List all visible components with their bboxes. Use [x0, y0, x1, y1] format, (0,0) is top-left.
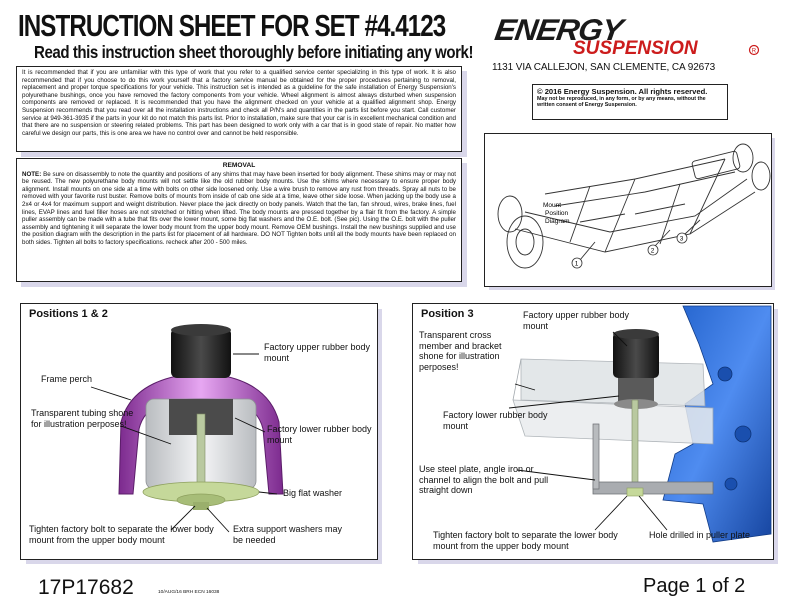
intro-text: It is recommended that if you are unfamiliar with this type of work that you refer to a qualified service center specializing in this type of work. It is also recommended that if you choose to do this work yourself that a factory service manual be obtained for the proper procedures pertaining to removal, replacement and proper torque specifications for your vehicle. This instruction set is intended as a guideline for the safe installation of Energy Suspension's polyurethane bushings, once you have removed the factory components from your vehicle. Wheel alignment is almost always disturbed when suspension components are removed or replaced. It is recommended that you have the alignment checked on your vehicle at a qualified alignment shop. Energy Suspension recommends that you read over all the installation instructions and check all P/N's and quantities in the parts list before you start. Call customer service at 949-361-3935 if the parts in your kit do not match this parts list. Prior to installation, make sure that your car is in excellent mechanical condition and that there are no suspension or steering related problems. This part has been designed to work only with a car that is in good state of repair. No matter how careful we design our parts, this is one area we have no control over and cannot be held responsible.	[22, 69, 456, 137]
company-address: 1131 VIA CALLEJON, SAN CLEMENTE, CA 92673	[492, 62, 716, 73]
label-tighten-bolt: Tighten factory bolt to separate the lower body mount from the upper body mount	[29, 524, 214, 545]
label-tighten-bolt-3: Tighten factory bolt to separate the lower body mount from the upper body mount	[433, 530, 618, 551]
page-subtitle: Read this instruction sheet thoroughly before initiating any work!	[34, 42, 474, 62]
label-big-washer: Big flat washer	[283, 488, 343, 498]
positions-1-2-panel	[20, 303, 378, 560]
removal-note-label: NOTE:	[22, 170, 42, 178]
document-number: 17P17682	[38, 576, 134, 599]
marker-2-label: 2	[650, 247, 655, 255]
copyright-line: © 2016 Energy Suspension. All rights reserved.	[537, 87, 708, 96]
label-frame-perch: Frame perch	[41, 374, 93, 384]
label-transparent-tubing: Transparent tubing shone for illustration perposes!	[31, 408, 134, 429]
removal-heading: REMOVAL	[222, 162, 256, 169]
marker-3-label: 3	[679, 235, 684, 243]
vehicle-frame-illustration	[485, 134, 771, 286]
diagram-caption-line-1: Mount	[543, 202, 562, 209]
removal-box	[16, 158, 462, 282]
diagram-caption-line-2: Position	[545, 210, 569, 217]
brand-logo-top: ENERGY	[492, 14, 625, 47]
marker-1-label: 1	[574, 260, 579, 268]
copyright-note: May not be reproduced, in any form, or by any means, without the written consent of Energy Suspension.	[537, 96, 706, 109]
revision-info: 10/AUG/16 BRH ECN 16038	[158, 590, 220, 595]
page-indicator: Page 1 of 2	[643, 575, 746, 597]
label-hole-drilled: Hole drilled in puller plate	[649, 530, 751, 540]
copyright-box	[532, 84, 728, 120]
label-extra-washers: Extra support washers may be needed	[233, 524, 343, 545]
label-upper-mount-3: Factory upper rubber body mount	[523, 310, 630, 331]
label-lower-mount: Factory lower rubber body mount	[267, 424, 372, 445]
label-transparent-crossmember: Transparent cross member and bracket shone for illustration perposes!	[419, 330, 502, 372]
intro-box	[16, 66, 462, 152]
brand-logo-bottom: SUSPENSION	[573, 38, 698, 59]
removal-text: Be sure on disassembly to note the quantity and positions of any shims that may have been inserted for body alignment. These shims may or may not be reused. The new polyurethane body mounts will not settle like the old rubber body mounts. Use the shims where necessary to ensure proper body alignment. Install mounts on one side at a time with bolts on other side loosened only. Use a wire brush to remove any rust from threads. Spray all nuts to be removed with your favorite rust buster. Remove bolts of mounts from inside of cab one side at a time, leave other side loose. When jacking up the body use a 2x4 or 4x4 for maximum support and weight distribution. Never place the jack directly on body panels. Watch that the fan, fan shroud, wires, brake lines, fuel lines, EVAP lines and fuel filler hoses are not stretched or hitting when lifted. The body mounts are pressed together by a flair fit from the factory. A simple puller assembly can be made with a tube that fits over the lower mount, some big flat washers and the O.E. bolt. (See pic). Using the O.E. bolt with the puller assembly and tightening it will separate the lower body mount from the upper body mount. Remove OEM bushings. Install the new bushings supplied and use the position diagram with the description in the parts list for placement of all hardware. DO NOT Tighten bolts until all the body mounts have been replaced on both sides. Tighten all bolts to factory specifications. recheck after 200 - 500 miles.	[22, 170, 456, 246]
mount-position-diagram	[484, 133, 772, 287]
svg-text:R: R	[751, 48, 757, 55]
position-3-panel	[412, 303, 774, 560]
label-steel-plate: Use steel plate, angle iron or channel to align the bolt and pull straight down	[419, 464, 549, 495]
diagram-caption-line-3: Diagram	[545, 218, 570, 225]
label-lower-mount-3: Factory lower rubber body mount	[443, 410, 548, 431]
page-title: INSTRUCTION SHEET FOR SET #4.4123	[18, 8, 446, 43]
positions-1-2-title: Positions 1 & 2	[29, 308, 108, 320]
label-upper-mount: Factory upper rubber body mount	[264, 342, 371, 363]
position-3-title: Position 3	[421, 308, 474, 320]
registered-mark-icon	[748, 42, 768, 58]
